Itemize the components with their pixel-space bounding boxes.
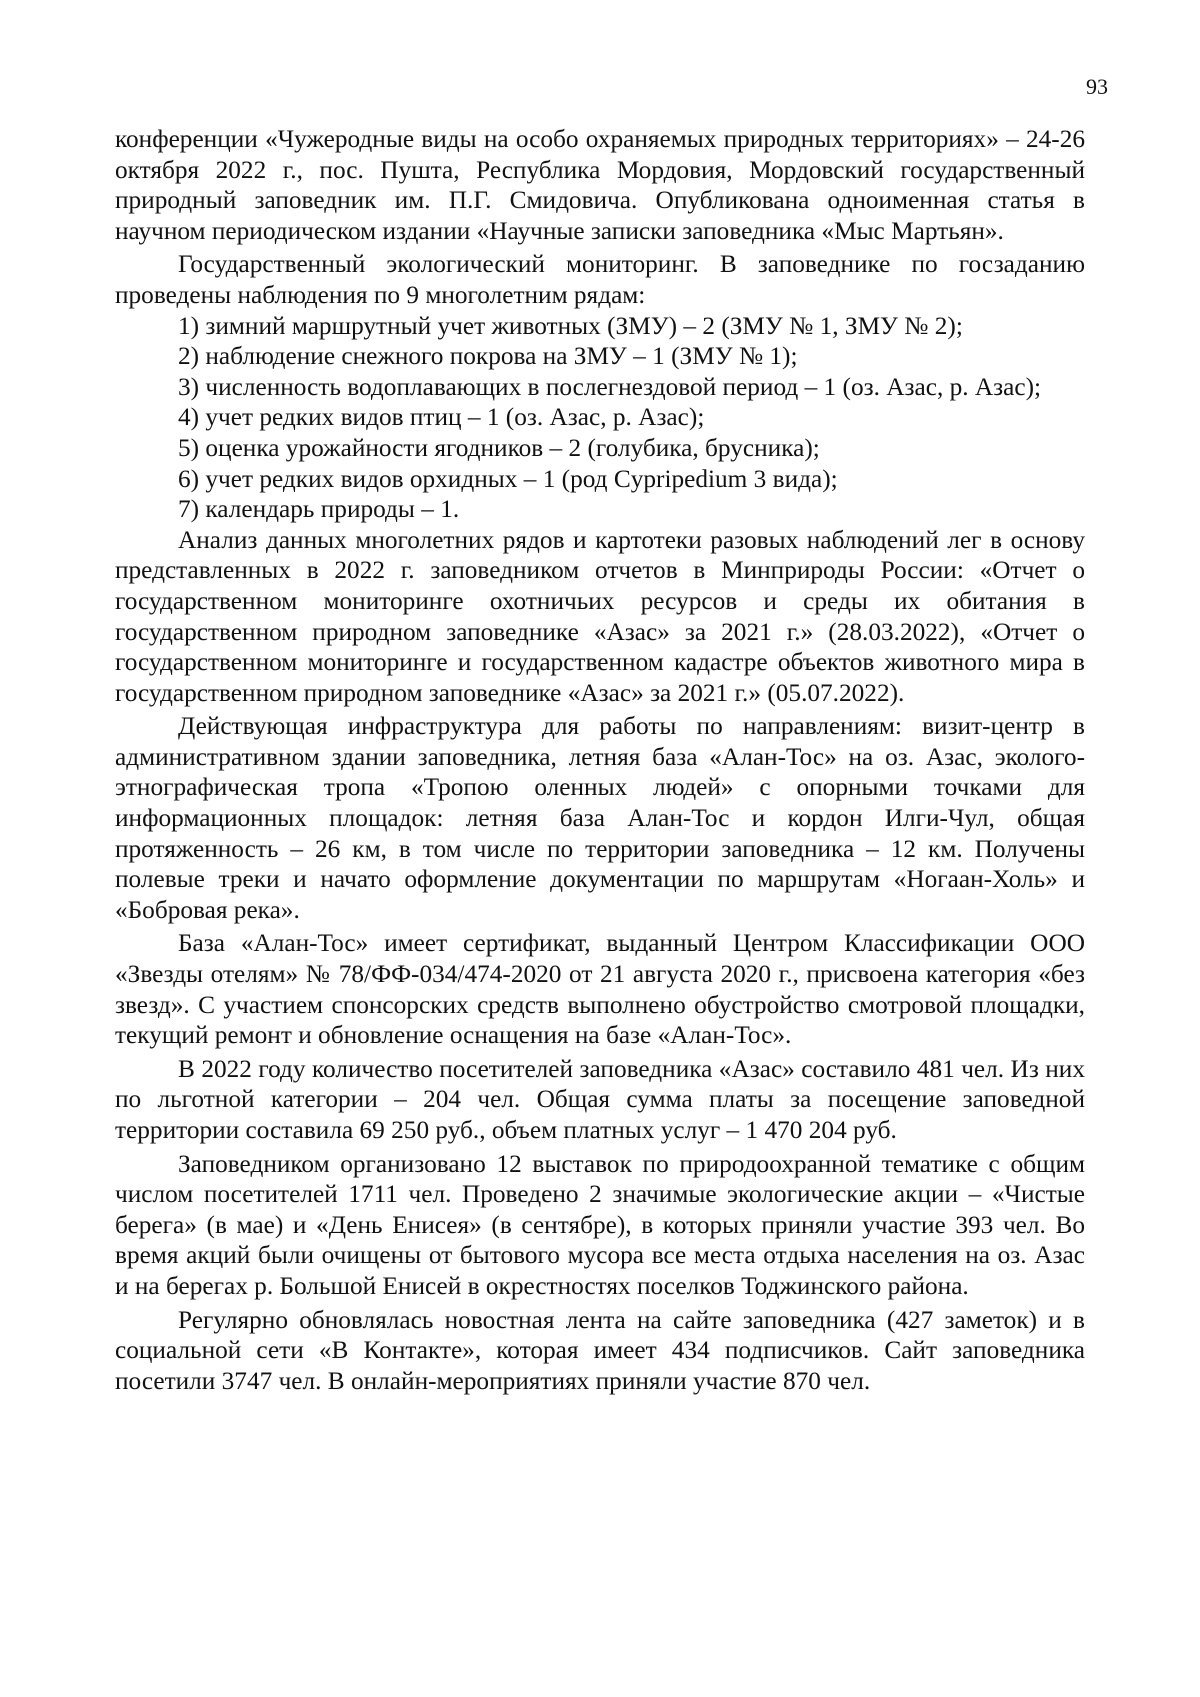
paragraph-news-feed: Регулярно обновлялась новостная лента на сайте заповедника (427 заметок) и в социальной сети «В Контакте», которая имеет 434 подписчиков. Сайт заповедника посетили 3747 чел. В онлайн-мероприятиях приняли участие 870 чел. [115,1305,1085,1395]
monitoring-list [115,311,1085,525]
paragraph-reports: Анализ данных многолетних рядов и картотеки разовых наблюдений лег в основу представленных в 2022 г. заповедником отчетов в Минприроды России: «Отчет о государственном мониторинге охотничьих ресурсов и среды их обитания в государственном природном заповеднике «Азас» за 2021 г.» (28.03.2022), «Отчет о государственном мониторинге и государственном кадастре объектов животного мира в государственном природном заповеднике «Азас» за 2021 г.» (05.07.2022). [115,525,1085,707]
paragraph-monitoring-intro: Государственный экологический мониторинг. В заповеднике по госзаданию проведены наблюдения по 9 многолетним рядам: [115,250,1085,309]
list-item: 6) учет редких видов орхидных – 1 (род Cypripedium 3 вида); [178,464,838,493]
list-item: 2) наблюдение снежного покрова на ЗМУ – 1 (ЗМУ № 1); [178,342,798,371]
list-item: 5) оценка урожайности ягодников – 2 (голубика, брусника); [178,433,820,462]
paragraph-conference: конференции «Чужеродные виды на особо охраняемых природных территориях» – 24-26 октября 2022 г., пос. Пушта, Республика Мордовия, Мордовский государственный природный заповедник им. П.Г. Смидовича. Опубликована одноименная статья в научном периодическом издании «Научные записки заповедника «Мыс Мартьян». [115,125,1085,245]
list-item: 1) зимний маршрутный учет животных (ЗМУ) – 2 (ЗМУ № 1, ЗМУ № 2); [178,311,963,340]
page-number: 93 [1086,74,1108,99]
list-item: 7) календарь природы – 1. [178,495,460,524]
page-body [115,124,1085,1396]
paragraph-infrastructure: Действующая инфраструктура для работы по направлениям: визит-центр в административном здании заповедника, летняя база «Алан-Тос» на оз. Азас, эколого-этнографическая тропа «Тропою оленных людей» с опорными точками для информационных площадок: летняя база Алан-Тос и кордон Илги-Чул, общая протяженность – 26 км, в том числе по территории заповедника – 12 км. Получены полевые треки и начато оформление документации по маршрутам «Ногаан-Холь» и «Бобровая река». [115,712,1085,924]
list-item: 3) численность водоплавающих в послегнездовой период – 1 (оз. Азас, р. Азас); [178,372,1042,401]
list-item: 4) учет редких видов птиц – 1 (оз. Азас, р. Азас); [178,403,705,432]
paragraph-visitors: В 2022 году количество посетителей заповедника «Азас» составило 481 чел. Из них по льготной категории – 204 чел. Общая сумма платы за посещение заповедной территории составила 69 250 руб., объем платных услуг – 1 470 204 руб. [115,1054,1085,1144]
paragraph-alan-tos-base: База «Алан-Тос» имеет сертификат, выданный Центром Классификации ООО «Звезды отелям» № 78/ФФ-034/474-2020 от 21 августа 2020 г., присвоена категория «без звезд». С участием спонсорских средств выполнено обустройство смотровой площадки, текущий ремонт и обновление оснащения на базе «Алан-Тос». [115,929,1085,1050]
paragraph-exhibitions: Заповедником организовано 12 выставок по природоохранной тематике с общим числом посетителей 1711 чел. Проведено 2 значимые экологические акции – «Чистые берега» (в мае) и «День Енисея» (в сентябре), в которых приняли участие 393 чел. Во время акций были очищены от бытового мусора все места отдыха населения на оз. Азас и на берегах р. Большой Енисей в окрестностях поселков Тоджинского района. [115,1149,1085,1300]
